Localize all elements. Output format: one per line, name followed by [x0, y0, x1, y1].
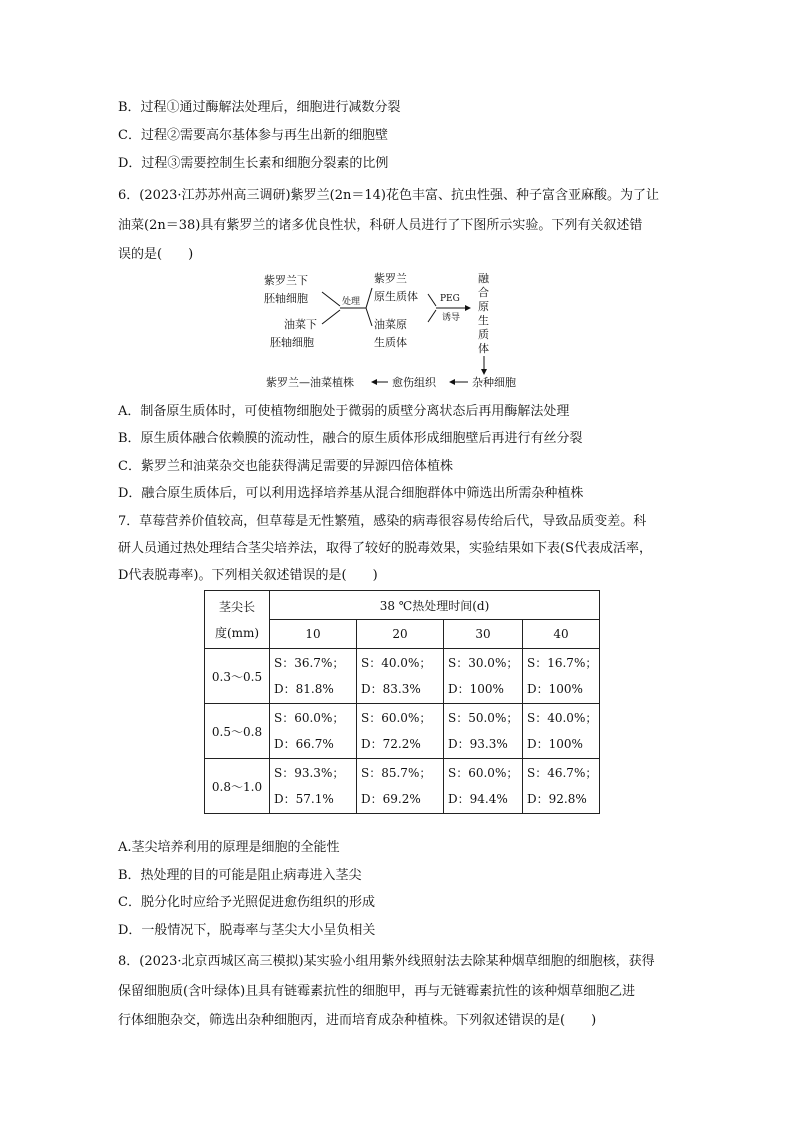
table-cell: S：46.7%； D：92.8%: [523, 759, 600, 814]
table-cell: S：50.0%； D：93.3%: [444, 704, 523, 759]
q7-stem-line2: 研人员通过热处理结合茎尖培养法，取得了较好的脱毒效果，实验结果如下表(S代表成活率，: [118, 541, 652, 556]
option-c-prev: C．过程②需要高尔基体参与再生出新的细胞壁: [118, 128, 388, 143]
table-row: [205, 704, 600, 759]
q6-option-b: B．原生质体融合依赖膜的流动性，融合的原生质体形成细胞壁后再进行有丝分裂: [118, 431, 583, 446]
q6-option-c: C．紫罗兰和油菜杂交也能获得满足需要的异源四倍体植株: [118, 459, 453, 474]
q8-stem-line1: 8．(2023·北京西城区高三模拟)某实验小组用紫外线照射法去除某种烟草细胞的细胞核，获得: [118, 954, 655, 969]
diagram-induce-label: 诱导: [442, 313, 461, 323]
diagram-fusion-1: 融: [478, 272, 489, 285]
table-cell: S：36.7%； D：81.8%: [270, 649, 357, 704]
q6-option-a: A．制备原生质体时，可使植物细胞处于微弱的质壁分离状态后再用酶解法处理: [118, 404, 570, 419]
table-cell: S：60.0%； D：94.4%: [444, 759, 523, 814]
table-cell: S：93.3%； D：57.1%: [270, 759, 357, 814]
results-table: [204, 590, 600, 814]
q7-option-d: D．一般情况下，脱毒率与茎尖大小呈负相关: [118, 923, 376, 938]
q8-stem-line2: 保留细胞质(含叶绿体)且具有链霉素抗性的细胞甲，再与无链霉素抗性的该种烟草细胞乙进: [118, 984, 636, 999]
fusion-diagram: [258, 268, 538, 398]
table-row: [205, 649, 600, 704]
diagram-callus: 愈伤组织: [392, 376, 436, 389]
diagram-line: [366, 288, 372, 308]
q6-stem-line3: 误的是( ): [118, 247, 194, 262]
table-day-header: 10: [270, 620, 357, 649]
q7-stem-line1: 7．草莓营养价值较高，但草莓是无性繁殖，感染的病毒很容易传给后代，导致品质变差。科: [118, 514, 647, 529]
diagram-fusion-3: 原: [478, 300, 489, 313]
table-cell: S：60.0%； D：66.7%: [270, 704, 357, 759]
table-group-header: 38 ℃热处理时间(d): [270, 591, 600, 620]
table-cell: S：60.0%； D：72.2%: [357, 704, 444, 759]
row-label: 0.5～0.8: [205, 704, 270, 759]
diagram-line: [428, 310, 436, 322]
q7-option-c: C．脱分化时应给予光照促进愈伤组织的形成: [118, 895, 375, 910]
diagram-c1: 紫罗兰: [374, 272, 407, 285]
diagram-fusion-4: 生: [478, 314, 489, 327]
diagram-d1: 油菜原: [374, 318, 407, 331]
diagram-hybrid: 杂种细胞: [472, 376, 516, 389]
diagram-peg-label: PEG: [440, 294, 460, 304]
table-cell: S：85.7%； D：69.2%: [357, 759, 444, 814]
diagram-line: [366, 308, 372, 326]
diagram-line: [322, 292, 340, 306]
table-cell: S：16.7%； D：100%: [523, 649, 600, 704]
row-label: 0.8～1.0: [205, 759, 270, 814]
diagram-a1: 紫罗兰下: [264, 274, 308, 287]
option-d-prev: D．过程③需要控制生长素和细胞分裂素的比例: [118, 156, 389, 171]
diagram-b1: 油菜下: [284, 318, 317, 331]
diagram-fusion-6: 体: [478, 342, 489, 355]
diagram-d2: 生质体: [374, 336, 407, 349]
q6-stem-line2: 油菜(2n＝38)具有紫罗兰的诸多优良性状，科研人员进行了下图所示实验。下列有关叙述错: [118, 218, 643, 233]
diagram-fusion-2: 合: [478, 286, 489, 299]
option-b-prev: B．过程①通过酶解法处理后，细胞进行减数分裂: [118, 100, 401, 115]
q7-option-a: A.茎尖培养利用的原理是细胞的全能性: [118, 840, 340, 855]
table-cell: S：40.0%； D：100%: [523, 704, 600, 759]
q6-option-d: D．融合原生质体后，可以利用选择培养基从混合细胞群体中筛选出所需杂种植株: [118, 486, 584, 501]
q7-option-b: B．热处理的目的可能是阻止病毒进入茎尖: [118, 868, 362, 883]
diagram-b2: 胚轴细胞: [270, 336, 314, 349]
diagram-a2: 胚轴细胞: [264, 292, 308, 305]
row-label: 0.3～0.5: [205, 649, 270, 704]
diagram-line: [428, 294, 436, 306]
diagram-bottom-plant: 紫罗兰—油菜植株: [266, 376, 354, 389]
diagram-c2: 原生质体: [374, 290, 418, 303]
table-corner: 茎尖长 度(mm): [205, 591, 270, 649]
table-day-header: 20: [357, 620, 444, 649]
diagram-fusion-5: 质: [478, 328, 489, 341]
diagram-process-label: 处理: [342, 297, 361, 307]
table-cell: S：30.0%； D：100%: [444, 649, 523, 704]
table-day-header: 30: [444, 620, 523, 649]
table-cell: S：40.0%； D：83.3%: [357, 649, 444, 704]
table-day-header: 40: [523, 620, 600, 649]
q7-stem-line3: D代表脱毒率)。下列相关叙述错误的是( ): [118, 568, 378, 583]
q6-stem-line1: 6．(2023·江苏苏州高三调研)紫罗兰(2n＝14)花色丰富、抗虫性强、种子富含亚麻酸。为了让: [118, 188, 659, 203]
diagram-line: [322, 310, 340, 324]
q8-stem-line3: 行体细胞杂交，筛选出杂种细胞丙，进而培育成杂种植株。下列叙述错误的是( ): [118, 1013, 597, 1028]
table-row: [205, 759, 600, 814]
